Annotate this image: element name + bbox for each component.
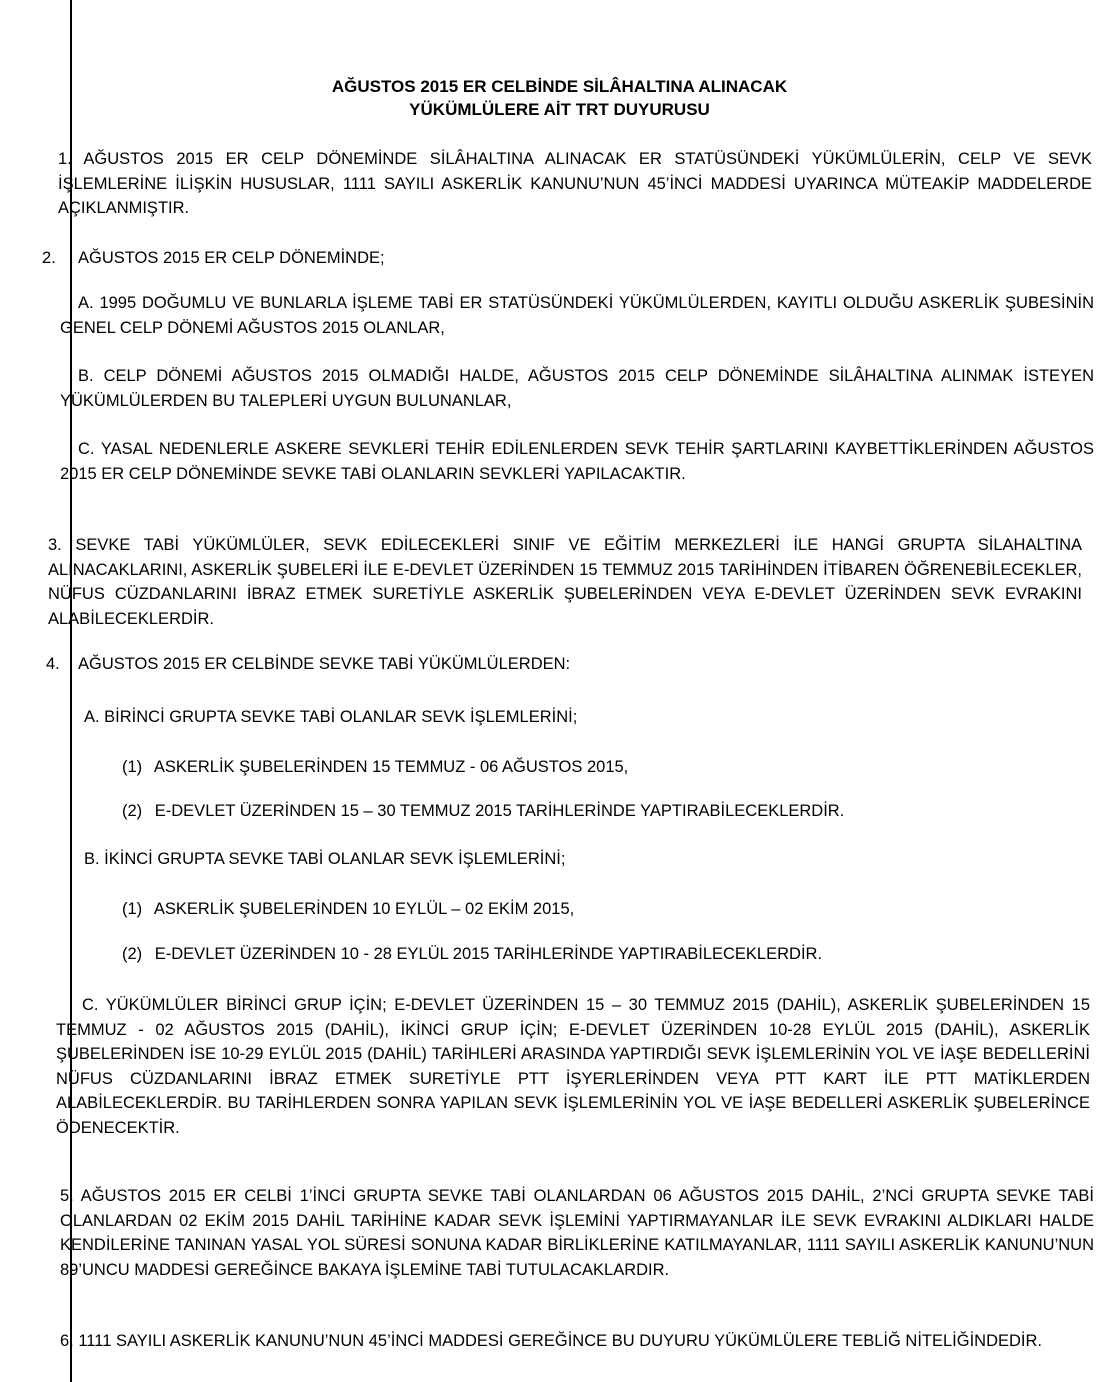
paragraph-4a-1 [122, 756, 628, 778]
paragraph-4a-1-number: (1) [122, 758, 143, 776]
paragraph-6: 6. 1111 SAYILI ASKERLİK KANUNU’NUN 45’İNCİ MADDESİ GEREĞİNCE BU DUYURU YÜKÜMLÜLERE TEBLİĞ NİTELİĞİNDEDİR. [60, 1332, 1043, 1350]
paragraph-4b-1-text: ASKERLİK ŞUBELERİNDEN 10 EYLÜL – 02 EKİM 2015, [153, 900, 575, 918]
paragraph-2c: C. YASAL NEDENLERLE ASKERE SEVKLERİ TEHİR EDİLENLERDEN SEVK TEHİR ŞARTLARINI KAYBETTİKLERİNDEN AĞUSTOS 2015 ER CELP DÖNEMİNDE SEVKE TABİ OLANLARIN SEVKLERİ YAPILACAKTIR. [60, 440, 1094, 483]
paragraph-4a-1-text: ASKERLİK ŞUBELERİNDEN 15 TEMMUZ - 06 AĞUSTOS 2015, [153, 758, 629, 776]
paragraph-4b-2-number: (2) [122, 945, 143, 963]
paragraph-2b: B. CELP DÖNEMİ AĞUSTOS 2015 OLMADIĞI HALDE, AĞUSTOS 2015 CELP DÖNEMİNDE SİLÂHALTINA ALINMAK İSTEYEN YÜKÜMLÜLERDEN BU TALEPLERİ UYGUN BULUNANLAR, [60, 367, 1094, 410]
paragraph-4a-2-text: E-DEVLET ÜZERİNDEN 15 – 30 TEMMUZ 2015 TARİHLERİNDE YAPTIRABİLECEKLERDİR. [154, 802, 845, 820]
paragraph-4a: A. BİRİNCİ GRUPTA SEVKE TABİ OLANLAR SEVK İŞLEMLERİNİ; [84, 708, 578, 726]
paragraph-5: 5. AĞUSTOS 2015 ER CELBİ 1’İNCİ GRUPTA SEVKE TABİ OLANLARDAN 06 AĞUSTOS 2015 DAHİL, 2’NCİ GRUPTA SEVKE TABİ OLANLARDAN 02 EKİM 2015 DAHİL TARİHİNE KADAR SEVK İŞLEMİNİ YAPTIRMAYANLAR İLE SEVK EVRAKINI ALDIKLARI HALDE KENDİLERİNE TANINAN YASAL YOL SÜRESİ SONUNA KADAR BİRLİKLERİNE KATILMAYANLAR, 1111 SAYILI ASKERLİK KANUNU’NUN 89’UNCU MADDESİ GEREĞİNCE BAKAYA İŞLEMİNE TABİ TUTULACAKLARDIR. [60, 1187, 1094, 1279]
paragraph-1: 1. AĞUSTOS 2015 ER CELP DÖNEMİNDE SİLÂHALTINA ALINACAK ER STATÜSÜNDEKİ YÜKÜMLÜLERİN, CELP VE SEVK İŞLEMLERİNE İLİŞKİN HUSUSLAR, 1111 SAYILI ASKERLİK KANUNU’NUN 45’İNCİ MADDESİ UYARINCA MÜTEAKİP MADDELERDE AÇIKLANMIŞTIR. [58, 150, 1092, 217]
paragraph-4b: B. İKİNCİ GRUPTA SEVKE TABİ OLANLAR SEVK İŞLEMLERİNİ; [84, 850, 566, 868]
paragraph-3: 3. SEVKE TABİ YÜKÜMLÜLER, SEVK EDİLECEKLERİ SINIF VE EĞİTİM MERKEZLERİ İLE HANGİ GRUPTA SİLAHALTINA ALINACAKLARINI, ASKERLİK ŞUBELERİ İLE E-DEVLET ÜZERİNDEN 15 TEMMUZ 2015 TARİHİNDEN İTİBAREN ÖĞRENEBİLECEKLER, NÜFUS CÜZDANLARINI İBRAZ ETMEK SURETİYLE ASKERLİK ŞUBELERİNDEN VEYA E-DEVLET ÜZERİNDEN SEVK EVRAKINI ALABİLECEKLERDİR. [48, 536, 1082, 628]
paragraph-4-number: 4. [46, 655, 60, 673]
paragraph-4b-2 [122, 943, 822, 965]
paragraph-4b-1-number: (1) [122, 900, 143, 918]
paragraph-4a-2-number: (2) [122, 802, 143, 820]
paragraph-4b-1 [122, 898, 574, 920]
paragraph-2a: A. 1995 DOĞUMLU VE BUNLARLA İŞLEME TABİ ER STATÜSÜNDEKİ YÜKÜMLÜLERDEN, KAYITLI OLDUĞU ASKERLİK ŞUBESİNİN GENEL CELP DÖNEMİ AĞUSTOS 2015 OLANLAR, [60, 294, 1094, 337]
paragraph-2: AĞUSTOS 2015 ER CELP DÖNEMİNDE; [78, 249, 385, 267]
document-title-line-1: AĞUSTOS 2015 ER CELBİNDE SİLÂHALTINA ALINACAK [331, 77, 788, 96]
paragraph-4a-2 [122, 800, 844, 822]
paragraph-2-number: 2. [42, 249, 56, 267]
paragraph-4c: C. YÜKÜMLÜLER BİRİNCİ GRUP İÇİN; E-DEVLET ÜZERİNDEN 15 – 30 TEMMUZ 2015 (DAHİL), ASKERLİK ŞUBELERİNDEN 15 TEMMUZ - 02 AĞUSTOS 2015 (DAHİL), İKİNCİ GRUP İÇİN; E-DEVLET ÜZERİNDEN 10-28 EYLÜL 2015 (DAHİL), ASKERLİK ŞUBELERİNDEN İSE 10-29 EYLÜL 2015 (DAHİL) TARİHLERİ ARASINDA YAPTIRDIĞI SEVK İŞLEMLERİNİN YOL VE İAŞE BEDELLERİNİ NÜFUS CÜZDANLARINI İBRAZ ETMEK SURETİYLE PTT İŞYERLERİNDEN VEYA PTT KART İLE PTT MATİKLERDEN ALABİLECEKLERDİR. BU TARİHLERDEN SONRA YAPILAN SEVK İŞLEMLERİNİN YOL VE İAŞE BEDELLERİ ASKERLİK ŞUBELERİNCE ÖDENECEKTİR. [56, 996, 1090, 1137]
paragraph-4b-2-text: E-DEVLET ÜZERİNDEN 10 - 28 EYLÜL 2015 TARİHLERİNDE YAPTIRABİLECEKLERDİR. [154, 945, 823, 963]
document-title-line-2: YÜKÜMLÜLERE AİT TRT DUYURUSU [409, 100, 710, 119]
paragraph-4: AĞUSTOS 2015 ER CELBİNDE SEVKE TABİ YÜKÜMLÜLERDEN: [78, 655, 571, 673]
